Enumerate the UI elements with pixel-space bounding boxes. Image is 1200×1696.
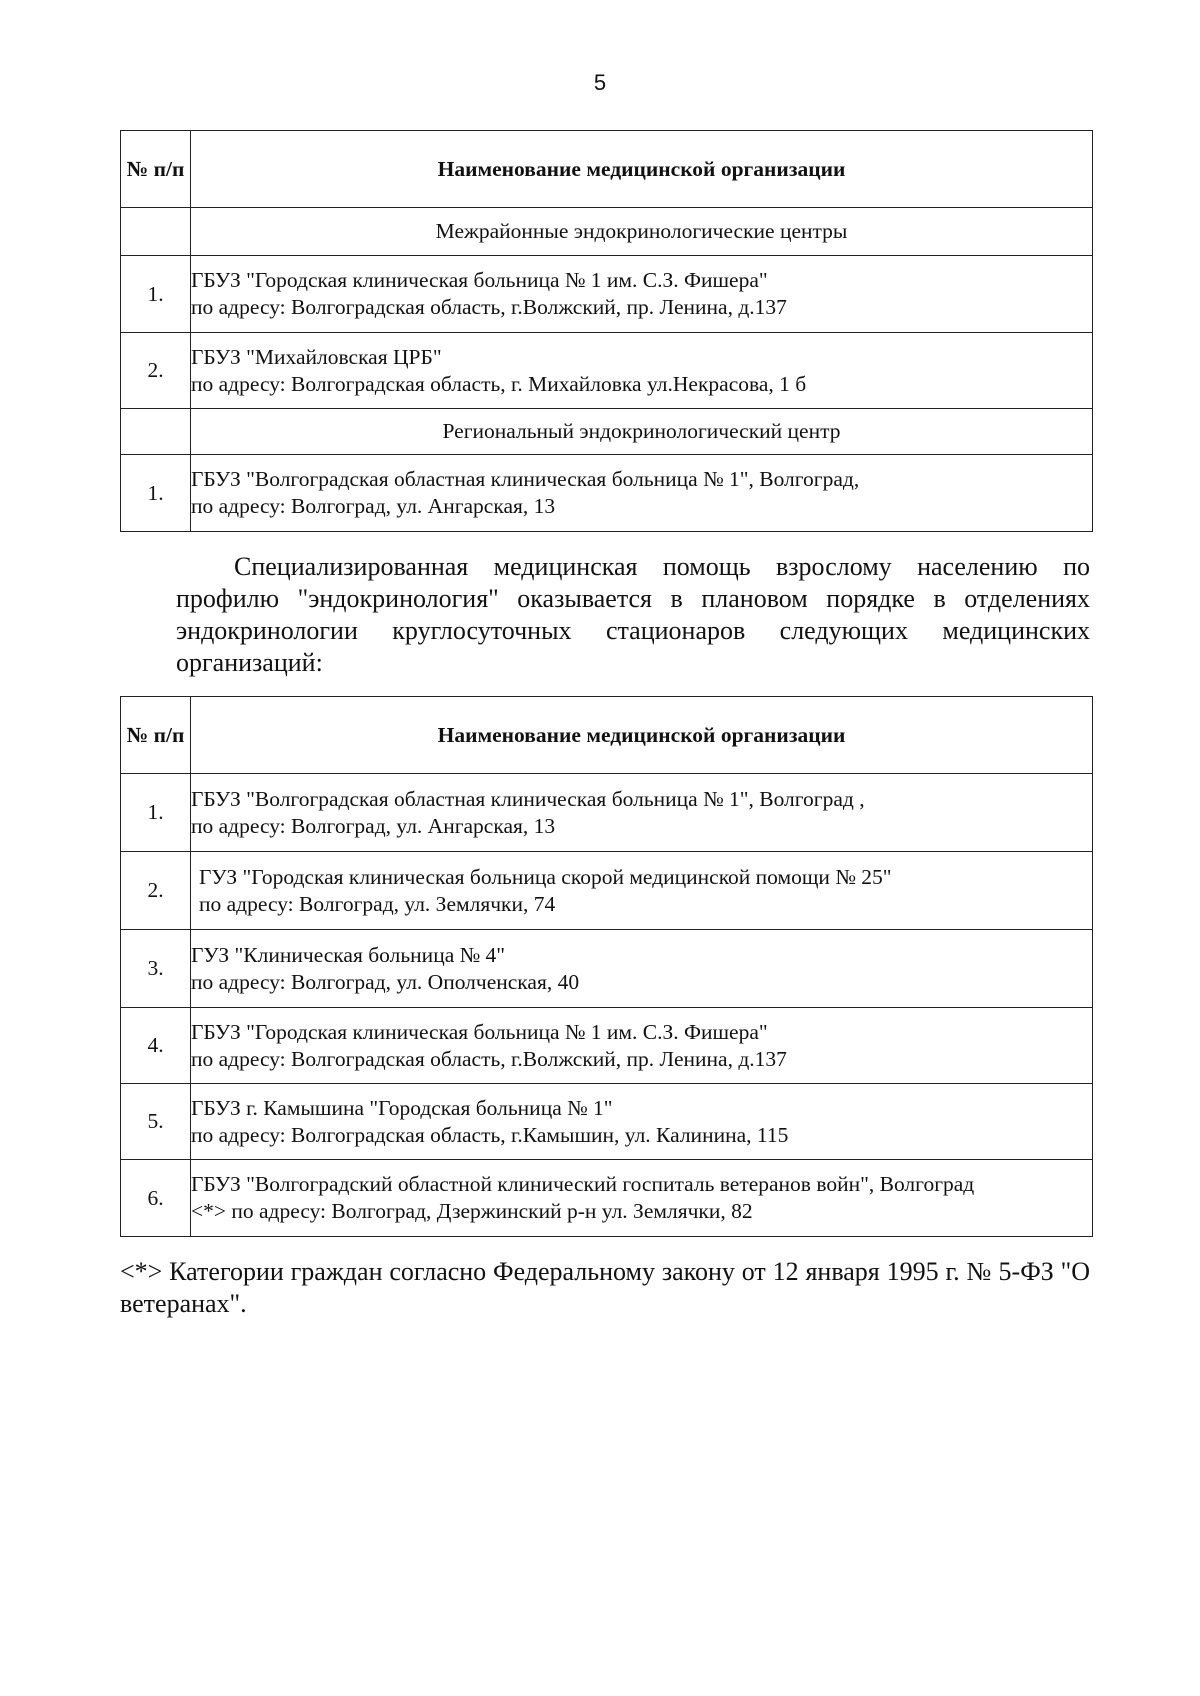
organization-address: <*> по адресу: Волгоград, Дзержинский р-н ул. Землячки, 82 — [191, 1199, 753, 1223]
page-number: 5 — [593, 70, 607, 95]
body-paragraph: Специализированная медицинская помощь взрослому населению по профилю "эндокринология" оказывается в плановом порядке в отделениях эндокринологии круглосуточных стационаров следующих медицинских организаций: — [176, 552, 1090, 677]
table-row — [121, 1160, 1093, 1237]
organization-address: по адресу: Волгоград, ул. Землячки, 74 — [199, 891, 556, 916]
organization-cell — [191, 333, 1093, 409]
table-row — [121, 1084, 1093, 1160]
organization-address: по адресу: Волгоград, ул. Ангарская, 13 — [191, 813, 556, 838]
row-number: 6. — [121, 1160, 191, 1237]
hospitals-table — [120, 696, 1093, 1237]
table-section-row — [121, 208, 1093, 256]
section-title: Межрайонные эндокринологические центры — [191, 208, 1093, 256]
organization-name: ГБУЗ "Волгоградская областная клиническая больница № 1", Волгоград , — [191, 786, 865, 811]
row-number: 1. — [121, 455, 191, 532]
table-header-row — [121, 131, 1093, 208]
row-number: 4. — [121, 1008, 191, 1084]
table-row — [121, 455, 1093, 532]
organization-name: ГБУЗ "Городская клиническая больница № 1 им. С.З. Фишера" — [191, 1019, 768, 1044]
empty-cell — [121, 208, 191, 256]
organization-cell — [191, 774, 1093, 852]
empty-cell — [121, 409, 191, 455]
table-header-row — [121, 697, 1093, 774]
table-row — [121, 256, 1093, 333]
organization-cell — [191, 455, 1093, 532]
table-section-row — [121, 409, 1093, 455]
organization-address: по адресу: Волгоградская область, г. Михайловка ул.Некрасова, 1 б — [191, 371, 807, 396]
table-row — [121, 930, 1093, 1008]
row-number: 1. — [121, 256, 191, 333]
organization-address: по адресу: Волгоградская область, г.Волжский, пр. Ленина, д.137 — [191, 1046, 787, 1071]
organization-cell — [191, 852, 1093, 930]
column-header-number: № п/п — [121, 697, 191, 774]
row-number: 3. — [121, 930, 191, 1008]
organization-name: ГБУЗ г. Камышина "Городская больница № 1" — [191, 1095, 613, 1120]
table-row — [121, 333, 1093, 409]
table-row — [121, 852, 1093, 930]
organization-cell — [191, 256, 1093, 333]
row-number: 2. — [121, 852, 191, 930]
column-header-organization: Наименование медицинской организации — [191, 697, 1093, 774]
column-header-organization: Наименование медицинской организации — [191, 131, 1093, 208]
organization-name: ГБУЗ "Городская клиническая больница № 1 им. С.З. Фишера" — [191, 268, 768, 292]
organization-cell — [191, 1008, 1093, 1084]
column-header-number: № п/п — [121, 131, 191, 208]
organization-name: ГБУЗ "Волгоградская областная клиническая больница № 1", Волгоград, — [191, 467, 860, 491]
organization-address: по адресу: Волгоградская область, г.Камышин, ул. Калинина, 115 — [191, 1122, 789, 1147]
table-row — [121, 1008, 1093, 1084]
organization-cell — [191, 1084, 1093, 1160]
organization-cell — [191, 930, 1093, 1008]
section-title: Региональный эндокринологический центр — [191, 409, 1093, 455]
organization-address: по адресу: Волгоград, ул. Ополченская, 40 — [191, 969, 580, 994]
organization-address: по адресу: Волгоград, ул. Ангарская, 13 — [191, 494, 556, 518]
regional-centers-table — [120, 130, 1093, 532]
organization-name: ГБУЗ "Волгоградский областной клинический госпиталь ветеранов войн", Волгоград — [191, 1172, 975, 1196]
organization-name: ГУЗ "Городская клиническая больница скорой медицинской помощи № 25" — [199, 864, 892, 889]
table-row — [121, 774, 1093, 852]
row-number: 2. — [121, 333, 191, 409]
row-number: 1. — [121, 774, 191, 852]
organization-cell — [191, 1160, 1093, 1237]
organization-name: ГБУЗ "Михайловская ЦРБ" — [191, 344, 442, 369]
footnote: <*> Категории граждан согласно Федеральному закону от 12 января 1995 г. № 5-ФЗ "О ветеранах". — [120, 1257, 1090, 1318]
organization-name: ГУЗ "Клиническая больница № 4" — [191, 942, 506, 967]
organization-address: по адресу: Волгоградская область, г.Волжский, пр. Ленина, д.137 — [191, 295, 787, 319]
row-number: 5. — [121, 1084, 191, 1160]
